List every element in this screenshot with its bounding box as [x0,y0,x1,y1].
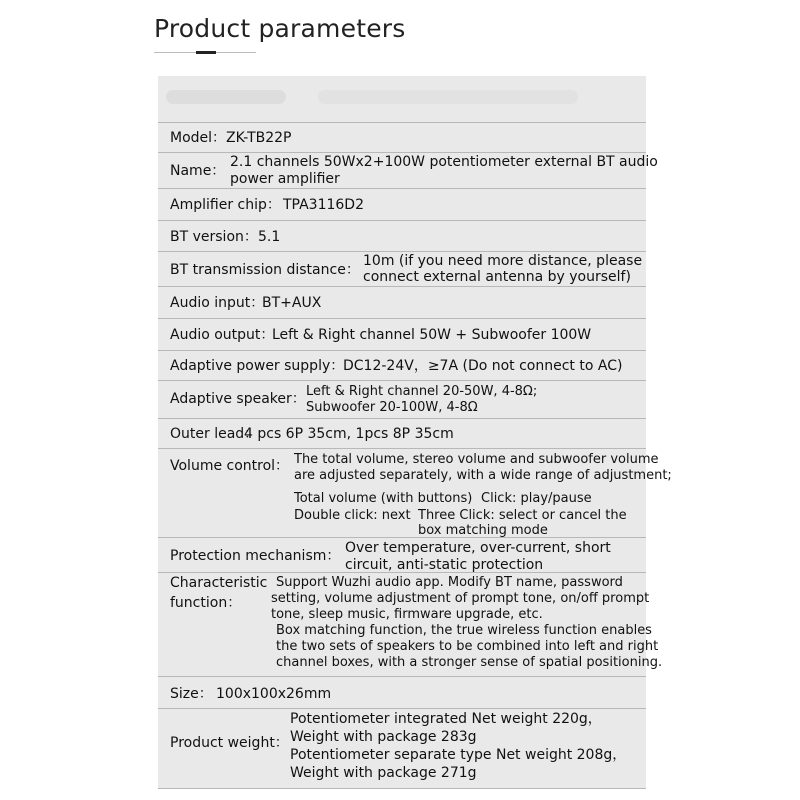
audio-input-label: Audio input： [170,295,265,311]
size-label: Size： [170,686,213,702]
weight-line-1: Potentiometer integrated Net weight 220g， [290,711,602,727]
blank-row [158,76,646,122]
page-title: Product parameters [154,14,406,43]
row-bt-distance [158,251,646,287]
speaker-line-2: Subwoofer 20-100W, 4-8Ω [306,400,478,415]
name-label: Name： [170,163,226,179]
click-text: Click: play/pause [481,491,592,506]
parameters-table [158,76,672,788]
protection-label: Protection mechanism： [170,548,341,564]
audio-input-value: BT+AUX [262,295,322,311]
three-click-text-2: box matching mode [418,523,548,538]
row-size [158,676,646,709]
row-audio-input [158,286,646,319]
characteristic-line-2: setting, volume adjustment of prompt tone, on/off prompt [271,591,650,606]
row-adaptive-speaker [158,380,646,419]
row-model [158,122,646,153]
name-value-line-2: power amplifier [230,171,340,187]
volume-control-label: Volume control： [170,458,290,474]
characteristic-line-5: the two sets of speakers to be combined into left and right [276,639,659,654]
audio-output-label: Audio output： [170,327,275,343]
weight-label: Product weight： [170,735,289,751]
row-volume-control [158,448,672,538]
characteristic-line-1: Support Wuzhi audio app. Modify BT name, password [276,575,623,590]
name-value-line-1: 2.1 channels 50Wx2+100W potentiometer external BT audio [230,154,658,170]
chip-label: Amplifier chip： [170,197,281,213]
bt-version-label: BT version： [170,229,258,245]
model-value: ZK-TB22P [226,130,292,146]
volume-control-line-2: are adjusted separately, with a wide range of adjustment; [294,468,672,483]
bt-version-value: 5.1 [258,229,281,245]
weight-line-3: Potentiometer separate type Net weight 208g， [290,747,627,763]
row-power-supply [158,350,646,381]
title-accent-bar [196,51,216,54]
double-click-text: Double click: next [294,508,411,523]
three-click-text: Three Click: select or cancel the [418,508,627,523]
speaker-line-1: Left & Right channel 20-50W, 4-8Ω; [306,384,538,399]
row-amplifier-chip [158,188,646,221]
power-supply-label: Adaptive power supply： [170,358,345,374]
protection-line-2: circuit, anti-static protection [345,557,544,573]
chip-value: TPA3116D2 [283,197,364,213]
characteristic-line-4: Box matching function, the true wireless function enables [276,623,652,638]
row-product-weight [158,708,646,789]
row-audio-output [158,318,646,351]
bt-distance-line-1: 10m (if you need more distance, please [363,253,643,269]
bt-distance-line-2: connect external antenna by yourself) [363,269,631,285]
row-characteristic [158,572,663,677]
outer-lead-label: Outer lead： [170,426,259,442]
weight-line-4: Weight with package 271g [290,765,477,781]
outer-lead-value: 4 pcs 6P 35cm, 1pcs 8P 35cm [244,426,454,442]
characteristic-line-3: tone, sleep music, firmware upgrade, etc. [271,607,543,622]
size-value: 100x100x26mm [216,686,332,702]
model-label: Model： [170,130,227,146]
row-outer-lead [158,418,646,449]
power-supply-value: DC12-24V，≥7A (Do not connect to AC) [343,358,623,374]
characteristic-line-6: channel boxes, with a stronger sense of spatial positioning. [276,655,663,670]
characteristic-label-1: Characteristic [170,575,268,591]
audio-output-value: Left & Right channel 50W + Subwoofer 100W [272,327,592,343]
speaker-label: Adaptive speaker： [170,391,306,407]
characteristic-label-2: function： [170,595,242,611]
row-protection [158,537,646,573]
volume-control-line-1: The total volume, stereo volume and subwoofer volume [294,452,659,467]
bt-distance-label: BT transmission distance： [170,262,360,278]
protection-line-1: Over temperature, over-current, short [345,540,611,556]
weight-line-2: Weight with package 283g [290,729,477,745]
row-name [158,152,658,189]
row-bt-version [158,220,646,252]
total-volume-text: Total volume (with buttons) [294,491,473,506]
